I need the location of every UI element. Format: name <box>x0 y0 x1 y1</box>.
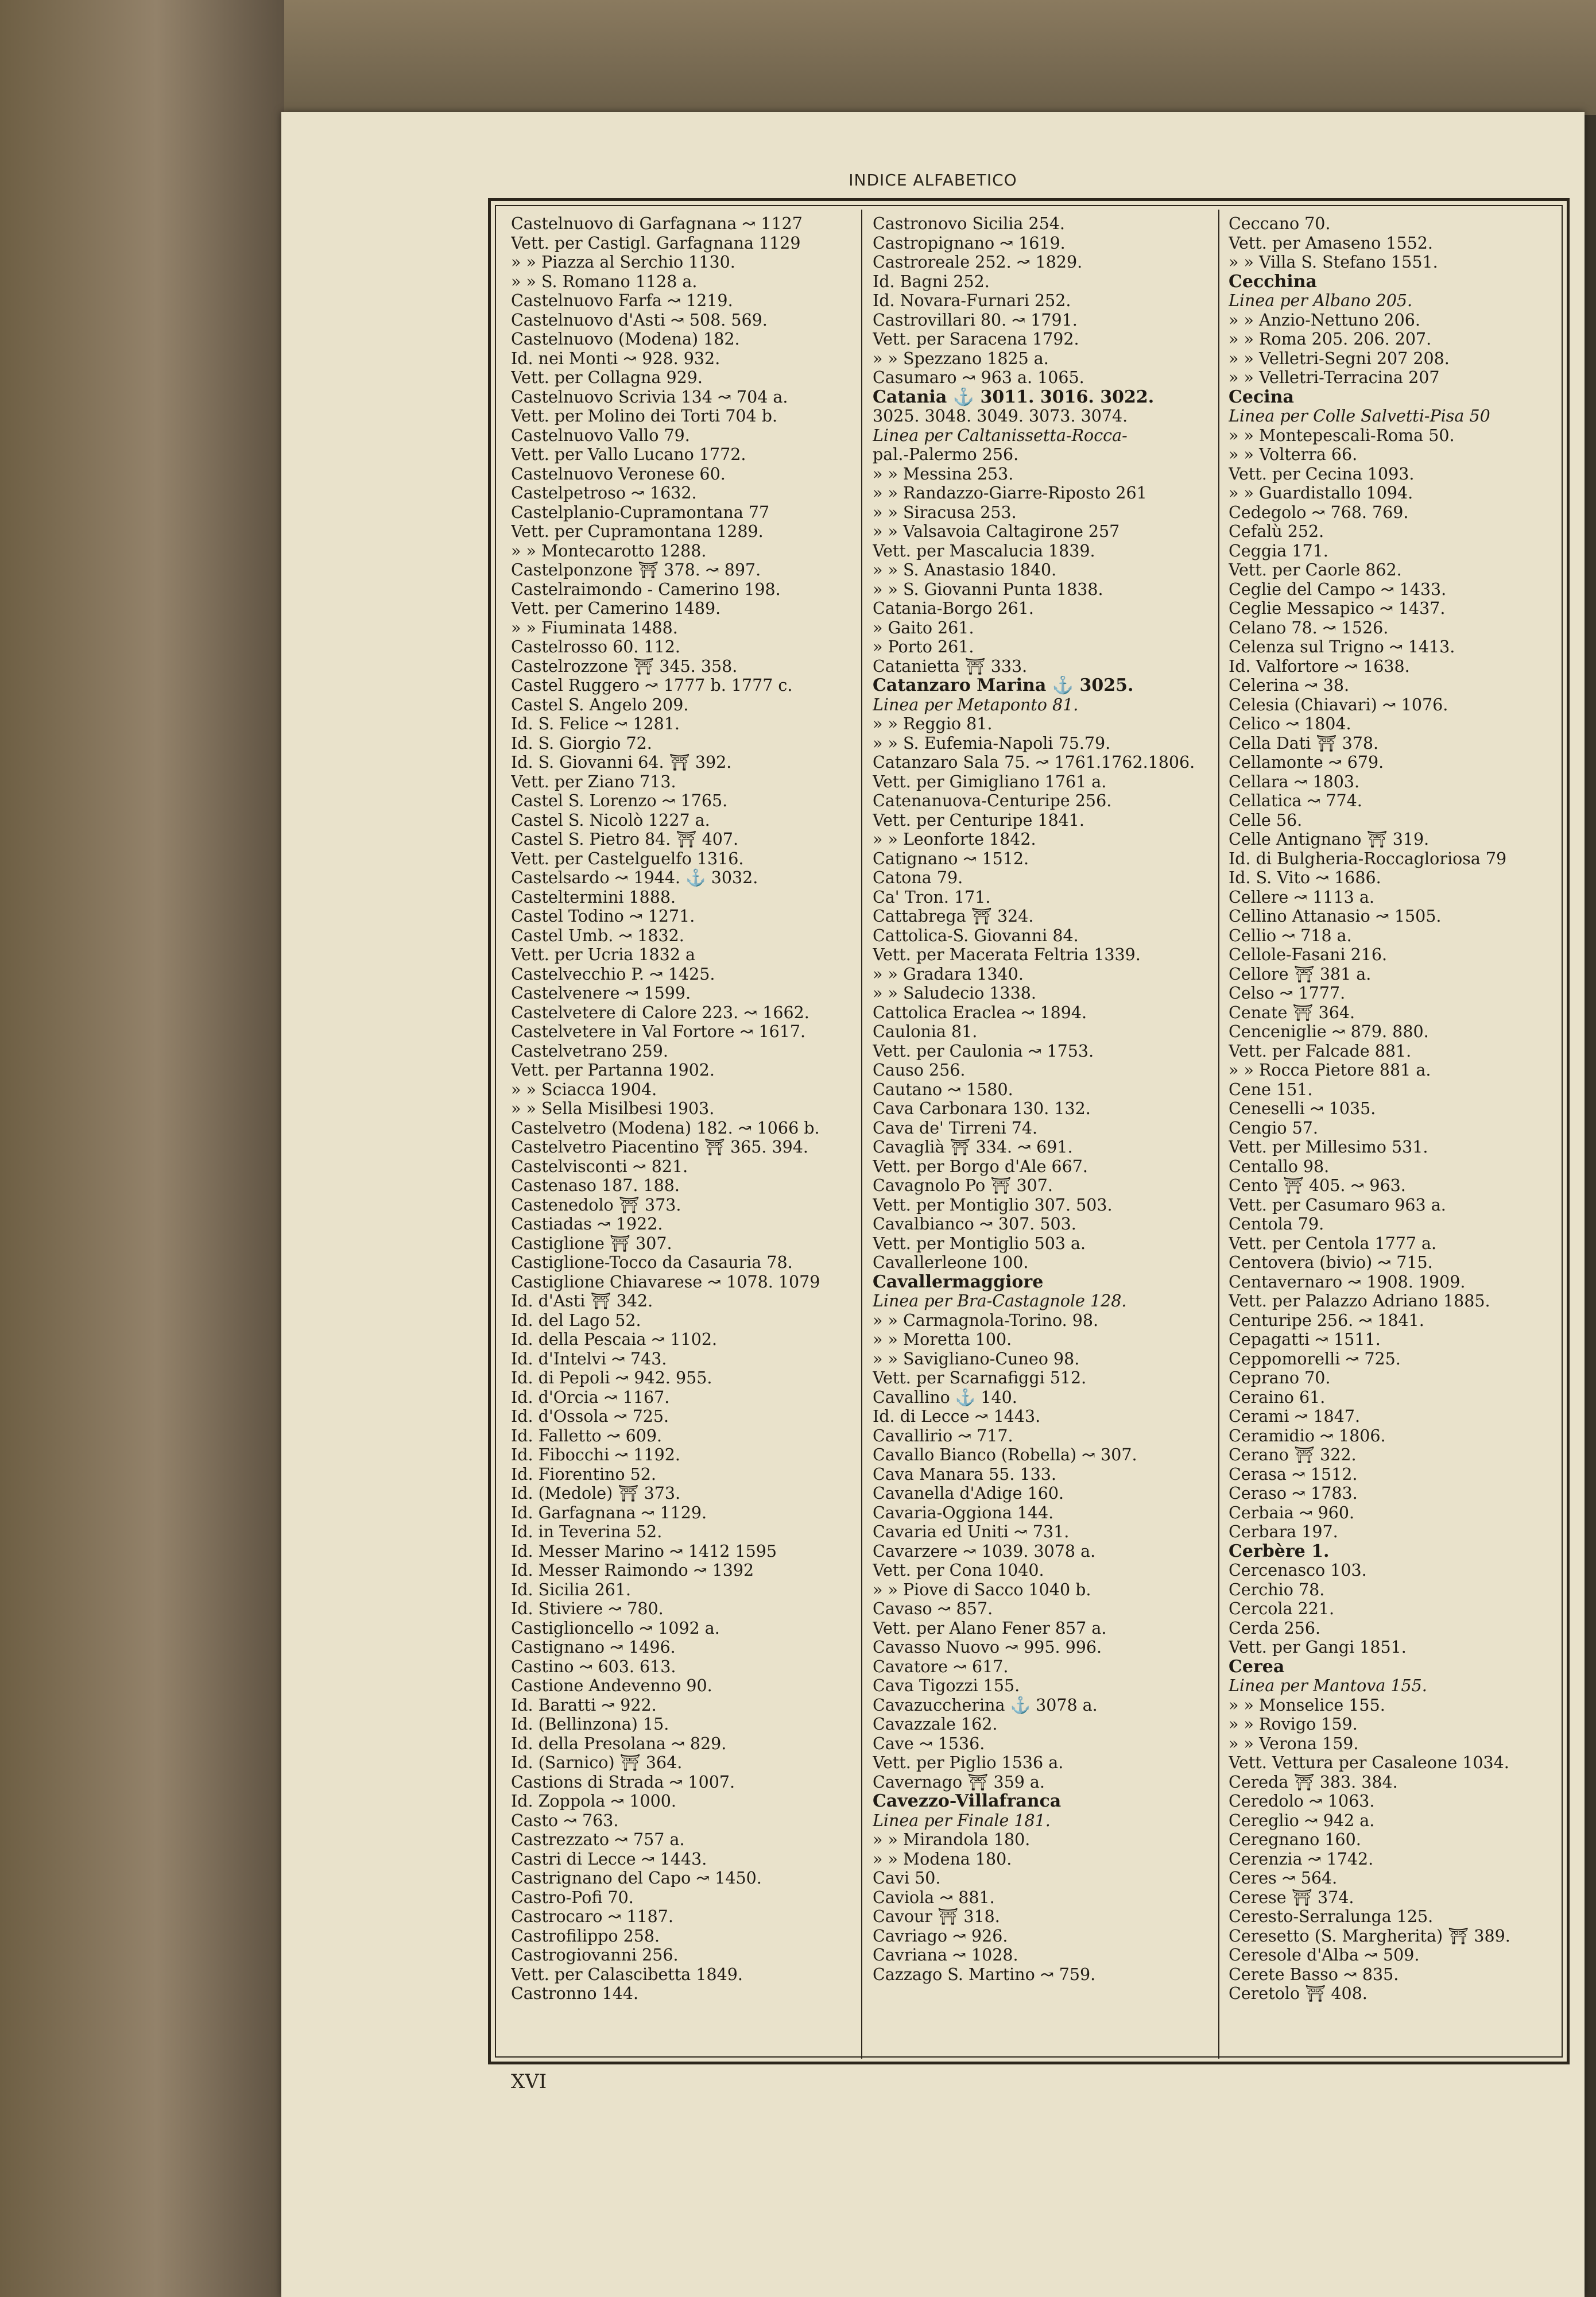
index-entry: Linea per Albano 205. <box>1229 291 1413 310</box>
index-entry: Vett. per Centola 1777 a. <box>1229 1233 1437 1253</box>
index-entry: Cerbère 1. <box>1229 1541 1330 1561</box>
index-entry: Vett. per Saracena 1792. <box>873 330 1079 349</box>
index-entry: Id. di Pepoli ↝ 942. 955. <box>511 1368 712 1387</box>
index-entry: » » Montecarotto 1288. <box>511 541 707 560</box>
index-entry: Cavallermaggiore <box>873 1272 1044 1291</box>
index-entry: Castelvetro (Modena) 182. ↝ 1066 b. <box>511 1118 820 1138</box>
index-entry: Castel Umb. ↝ 1832. <box>511 926 684 945</box>
index-entry: Castelnuovo d'Asti ↝ 508. 569. <box>511 310 768 330</box>
index-entry: Castrignano del Capo ↝ 1450. <box>511 1869 762 1888</box>
index-entry: Vett. per Castigl. Garfagnana 1129 <box>511 233 801 253</box>
index-entry: Ceres ↝ 564. <box>1229 1869 1338 1888</box>
index-entry: Id. della Pescaia ↝ 1102. <box>511 1330 718 1349</box>
index-entry: Cellatica ↝ 774. <box>1229 791 1362 810</box>
index-entry: Celesia (Chiavari) ↝ 1076. <box>1229 695 1448 714</box>
index-entry: » » S. Giovanni Punta 1838. <box>873 579 1103 599</box>
index-entry: Vett. per Ucria 1832 a <box>511 945 696 964</box>
index-entry: Castrofilippo 258. <box>511 1926 660 1946</box>
index-entry: Catania-Borgo 261. <box>873 599 1034 618</box>
index-entry: » » S. Eufemia-Napoli 75.79. <box>873 733 1111 753</box>
index-entry: Cattolica-S. Giovanni 84. <box>873 926 1079 945</box>
index-entry: Vett. per Caorle 862. <box>1229 560 1402 579</box>
index-entry: Castelvenere ↝ 1599. <box>511 984 691 1003</box>
index-entry: Cavanella d'Adige 160. <box>873 1484 1064 1503</box>
index-entry: Castelponzone ⛩ 378. ↝ 897. <box>511 560 761 579</box>
index-entry: Id. nei Monti ↝ 928. 932. <box>511 349 720 368</box>
index-entry: Cava Manara 55. 133. <box>873 1464 1056 1484</box>
index-entry: » » Saludecio 1338. <box>873 984 1036 1003</box>
index-entry: » » Gradara 1340. <box>873 964 1024 984</box>
index-entry: Id. di Lecce ↝ 1443. <box>873 1407 1041 1426</box>
index-entry: Cerea <box>1229 1657 1285 1676</box>
index-entry: Vett. per Millesimo 531. <box>1229 1138 1428 1157</box>
index-entry: Cavi 50. <box>873 1869 941 1888</box>
index-entry: Id. Falletto ↝ 609. <box>511 1426 663 1445</box>
index-entry: 3025. 3048. 3049. 3073. 3074. <box>873 407 1128 426</box>
index-entry: Linea per Colle Salvetti-Pisa 50 <box>1229 407 1490 426</box>
index-entry: Linea per Caltanissetta-Rocca- <box>873 426 1128 445</box>
index-entry: Ceredolo ↝ 1063. <box>1229 1792 1375 1811</box>
index-entry: » » Verona 159. <box>1229 1734 1359 1753</box>
index-entry: Castelvetrano 259. <box>511 1041 668 1061</box>
index-entry: Cerda 256. <box>1229 1618 1321 1638</box>
index-entry: Linea per Bra-Castagnole 128. <box>873 1291 1127 1310</box>
index-entry: Id. (Bellinzona) 15. <box>511 1715 669 1734</box>
index-entry: Vett. per Cona 1040. <box>873 1561 1044 1580</box>
index-entry: Cavazzale 162. <box>873 1715 998 1734</box>
index-entry: Centallo 98. <box>1229 1157 1330 1176</box>
index-entry: Ceprano 70. <box>1229 1368 1331 1387</box>
index-entry: Cento ⛩ 405. ↝ 963. <box>1229 1176 1406 1195</box>
index-entry: Ceggia 171. <box>1229 541 1328 560</box>
index-entry: Cerese ⛩ 374. <box>1229 1888 1354 1907</box>
index-entry: Vett. per Calascibetta 1849. <box>511 1965 743 1984</box>
index-entry: Cattabrega ⛩ 324. <box>873 907 1034 926</box>
index-entry: Vett. per Mascalucia 1839. <box>873 541 1095 560</box>
index-entry: » » Valsavoia Caltagirone 257 <box>873 522 1120 541</box>
index-entry: Celle Antignano ⛩ 319. <box>1229 830 1430 849</box>
index-entry: Castiadas ↝ 1922. <box>511 1215 663 1233</box>
index-entry: Vett. per Casumaro 963 a. <box>1229 1195 1446 1215</box>
index-entry: Id. S. Giorgio 72. <box>511 733 652 753</box>
index-entry: Cecchina <box>1229 272 1317 291</box>
index-entry: Cenate ⛩ 364. <box>1229 1003 1355 1022</box>
index-entry: pal.-Palermo 256. <box>873 445 1019 464</box>
index-entry: Cene 151. <box>1229 1080 1313 1099</box>
index-entry: Vett. per Castelguelfo 1316. <box>511 849 744 868</box>
index-entry: » » Monselice 155. <box>1229 1695 1385 1715</box>
index-entry: Cellore ⛩ 381 a. <box>1229 964 1372 984</box>
index-entry: Cavagnolo Po ⛩ 307. <box>873 1176 1053 1195</box>
index-entry: Id. Fiorentino 52. <box>511 1464 656 1484</box>
index-entry: Cavaso ↝ 857. <box>873 1599 993 1618</box>
index-entry: Id. (Sarnico) ⛩ 364. <box>511 1753 683 1772</box>
index-entry: Cavour ⛩ 318. <box>873 1907 1000 1926</box>
index-entry: Castignano ↝ 1496. <box>511 1638 676 1657</box>
index-entry: Causo 256. <box>873 1061 966 1080</box>
index-entry: Vett. per Caulonia ↝ 1753. <box>873 1041 1094 1061</box>
index-entry: » Porto 261. <box>873 637 974 656</box>
index-entry: » » Volterra 66. <box>1229 445 1358 464</box>
index-entry: » » Rocca Pietore 881 a. <box>1229 1061 1431 1080</box>
index-entry: Linea per Metaponto 81. <box>873 695 1079 714</box>
index-entry: Castrocaro ↝ 1187. <box>511 1907 673 1926</box>
index-entry: Vett. per Collagna 929. <box>511 368 703 387</box>
index-entry: Id. Fibocchi ↝ 1192. <box>511 1445 680 1464</box>
index-entry: Vett. per Centuripe 1841. <box>873 810 1084 830</box>
index-entry: Id. Valfortore ↝ 1638. <box>1229 656 1410 676</box>
index-entry: Castrezzato ↝ 757 a. <box>511 1830 685 1849</box>
index-entry: Celle 56. <box>1229 810 1303 830</box>
index-entry: Castelnuovo (Modena) 182. <box>511 330 740 349</box>
index-entry: » » Modena 180. <box>873 1849 1012 1869</box>
index-entry: Castroreale 252. ↝ 1829. <box>873 253 1083 272</box>
index-entry: Vett. per Piglio 1536 a. <box>873 1753 1064 1772</box>
index-entry: » » Leonforte 1842. <box>873 830 1036 849</box>
index-entry: » » Messina 253. <box>873 464 1014 484</box>
index-entry: Cellamonte ↝ 679. <box>1229 753 1384 772</box>
index-entry: » » Montepescali-Roma 50. <box>1229 426 1455 445</box>
index-entry: Centola 79. <box>1229 1215 1324 1233</box>
index-entry: Cerasa ↝ 1512. <box>1229 1464 1358 1484</box>
index-entry: Castronovo Sicilia 254. <box>873 214 1065 233</box>
index-entry: Ceglie del Campo ↝ 1433. <box>1229 579 1447 599</box>
index-entry: Castelnuovo Scrivia 134 ↝ 704 a. <box>511 387 788 407</box>
index-entry: Castrogiovanni 256. <box>511 1946 679 1965</box>
index-entry: Castelplanio-Cupramontana 77 <box>511 502 770 522</box>
index-entry: Castelnuovo Veronese 60. <box>511 464 726 484</box>
index-entry: » » Anzio-Nettuno 206. <box>1229 310 1420 330</box>
index-entry: Cavernago ⛩ 359 a. <box>873 1772 1045 1792</box>
index-entry: Vett. per Palazzo Adriano 1885. <box>1229 1291 1490 1310</box>
index-entry: Id. d'Ossola ↝ 725. <box>511 1407 669 1426</box>
index-entry: » » Moretta 100. <box>873 1330 1012 1349</box>
index-entry: Ceresetto (S. Margherita) ⛩ 389. <box>1229 1926 1510 1946</box>
index-entry: Vett. per Gangi 1851. <box>1229 1638 1407 1657</box>
index-entry: Vett. Vettura per Casaleone 1034. <box>1229 1753 1509 1772</box>
index-entry: Ceglie Messapico ↝ 1437. <box>1229 599 1446 618</box>
index-entry: Vett. per Alano Fener 857 a. <box>873 1618 1107 1638</box>
index-entry: Celenza sul Trigno ↝ 1413. <box>1229 637 1455 656</box>
index-entry: Cellara ↝ 1803. <box>1229 772 1360 791</box>
book-page <box>281 112 1585 2297</box>
index-entry: Centovera (bivio) ↝ 715. <box>1229 1253 1433 1272</box>
index-entry: Cerenzia ↝ 1742. <box>1229 1849 1374 1869</box>
index-entry: Vett. per Partanna 1902. <box>511 1061 715 1080</box>
index-entry: Castelsardo ↝ 1944. ⚓ 3032. <box>511 868 758 887</box>
index-entry: Castelvetro Piacentino ⛩ 365. 394. <box>511 1138 808 1157</box>
index-entry: Castelpetroso ↝ 1632. <box>511 484 697 502</box>
index-entry: Casto ↝ 763. <box>511 1811 619 1830</box>
index-entry: Catanietta ⛩ 333. <box>873 656 1028 676</box>
index-entry: Cella Dati ⛩ 378. <box>1229 733 1379 753</box>
index-entry: Vett. per Macerata Feltria 1339. <box>873 945 1141 964</box>
index-entry: Castiglioncello ↝ 1092 a. <box>511 1618 720 1638</box>
index-entry: Id. Novara-Furnari 252. <box>873 291 1071 310</box>
index-entry: » » Guardistallo 1094. <box>1229 484 1413 502</box>
index-entry: Catignano ↝ 1512. <box>873 849 1029 868</box>
index-entry: Castelrosso 60. 112. <box>511 637 680 656</box>
page-number: XVI <box>511 2070 547 2093</box>
index-entry: » » Reggio 81. <box>873 714 993 733</box>
index-entry: Castino ↝ 603. 613. <box>511 1657 676 1676</box>
index-entry: Cellio ↝ 718 a. <box>1229 926 1352 945</box>
index-entry: Cenceniglie ↝ 879. 880. <box>1229 1022 1429 1041</box>
index-entry: Ceraso ↝ 1783. <box>1229 1484 1358 1503</box>
index-entry: Castelvetere di Calore 223. ↝ 1662. <box>511 1003 809 1022</box>
index-entry: Castions di Strada ↝ 1007. <box>511 1772 735 1792</box>
index-entry: Vett. per Molino dei Torti 704 b. <box>511 407 778 426</box>
index-entry: Ceresto-Serralunga 125. <box>1229 1907 1434 1926</box>
index-entry: Castel S. Lorenzo ↝ 1765. <box>511 791 728 810</box>
index-entry: Cerami ↝ 1847. <box>1229 1407 1361 1426</box>
index-entry: Cavatore ↝ 617. <box>873 1657 1009 1676</box>
index-entry: Ceppomorelli ↝ 725. <box>1229 1349 1401 1368</box>
index-entry: Vett. per Falcade 881. <box>1229 1041 1412 1061</box>
index-entry: Cengio 57. <box>1229 1118 1318 1138</box>
index-entry: Castri di Lecce ↝ 1443. <box>511 1849 707 1869</box>
index-entry: Id. S. Vito ↝ 1686. <box>1229 868 1381 887</box>
index-entry: Castel Todino ↝ 1271. <box>511 907 695 926</box>
index-entry: » » Sella Misilbesi 1903. <box>511 1099 715 1118</box>
index-entry: Catona 79. <box>873 868 963 887</box>
index-entry: Castelnuovo di Garfagnana ↝ 1127 <box>511 214 803 233</box>
index-entry: Vett. per Montiglio 503 a. <box>873 1233 1086 1253</box>
index-entry: Cereda ⛩ 383. 384. <box>1229 1772 1398 1792</box>
index-entry: Ceneselli ↝ 1035. <box>1229 1099 1376 1118</box>
index-entry: Cercenasco 103. <box>1229 1561 1367 1580</box>
index-entry: Caulonia 81. <box>873 1022 978 1041</box>
index-entry: Castelrozzone ⛩ 345. 358. <box>511 656 738 676</box>
index-entry: Castronno 144. <box>511 1984 639 2003</box>
index-entry: Cautano ↝ 1580. <box>873 1080 1013 1099</box>
index-entry: Cava de' Tirreni 74. <box>873 1118 1038 1138</box>
index-entry: Caviola ↝ 881. <box>873 1888 995 1907</box>
index-entry: Casteltermini 1888. <box>511 887 676 907</box>
index-entry: Castel S. Pietro 84. ⛩ 407. <box>511 830 739 849</box>
index-entry: Cattolica Eraclea ↝ 1894. <box>873 1003 1087 1022</box>
index-entry: Vett. per Cecina 1093. <box>1229 464 1415 484</box>
index-entry: Id. (Medole) ⛩ 373. <box>511 1484 681 1503</box>
index-entry: Vett. per Cupramontana 1289. <box>511 522 764 541</box>
index-entry: Cepagatti ↝ 1511. <box>1229 1330 1381 1349</box>
index-entry: Casumaro ↝ 963 a. 1065. <box>873 368 1084 387</box>
index-entry: Catania ⚓ 3011. 3016. 3022. <box>873 387 1155 407</box>
index-entry: » » Rovigo 159. <box>1229 1715 1358 1734</box>
index-entry: Celerina ↝ 38. <box>1229 676 1350 695</box>
index-entry: Castione Andevenno 90. <box>511 1676 712 1695</box>
index-column-2 <box>873 214 1229 1984</box>
index-entry: Cavriana ↝ 1028. <box>873 1946 1018 1965</box>
index-entry: Castel S. Angelo 209. <box>511 695 689 714</box>
index-entry: Cavasso Nuovo ↝ 995. 996. <box>873 1638 1102 1657</box>
index-entry: Id. d'Intelvi ↝ 743. <box>511 1349 667 1368</box>
index-entry: Castropignano ↝ 1619. <box>873 233 1066 253</box>
index-entry: Id. Stiviere ↝ 780. <box>511 1599 664 1618</box>
index-entry: Catenanuova-Centuripe 256. <box>873 791 1112 810</box>
index-entry: » » Velletri-Segni 207 208. <box>1229 349 1450 368</box>
index-column-1 <box>511 214 855 2004</box>
index-entry: » » S. Anastasio 1840. <box>873 560 1057 579</box>
index-entry: Cavallino ⚓ 140. <box>873 1387 1017 1407</box>
index-entry: Vett. per Amaseno 1552. <box>1229 233 1433 253</box>
index-entry: Cerbaia ↝ 960. <box>1229 1503 1355 1522</box>
index-entry: » » Sciacca 1904. <box>511 1080 657 1099</box>
page-header: INDICE ALFABETICO <box>849 171 1017 190</box>
index-entry: Catanzaro Marina ⚓ 3025. <box>873 676 1134 695</box>
index-entry: Cavaria ed Uniti ↝ 731. <box>873 1522 1070 1541</box>
index-entry: Id. d'Orcia ↝ 1167. <box>511 1387 670 1407</box>
index-entry: Linea per Mantova 155. <box>1229 1676 1427 1695</box>
index-entry: Cavriago ↝ 926. <box>873 1926 1008 1946</box>
index-entry: Ceramidio ↝ 1806. <box>1229 1426 1386 1445</box>
index-entry: Catanzaro Sala 75. ↝ 1761.1762.1806. <box>873 753 1195 772</box>
index-entry: Castelvisconti ↝ 821. <box>511 1157 688 1176</box>
index-entry: Id. S. Felice ↝ 1281. <box>511 714 680 733</box>
index-entry: Cazzago S. Martino ↝ 759. <box>873 1965 1096 1984</box>
index-entry: Ceccano 70. <box>1229 214 1331 233</box>
index-entry: Id. del Lago 52. <box>511 1310 641 1330</box>
background-left <box>0 0 284 2297</box>
index-entry: Cavallerleone 100. <box>873 1253 1029 1272</box>
index-entry: » » Villa S. Stefano 1551. <box>1229 253 1438 272</box>
index-entry: Cavezzo-Villafranca <box>873 1792 1062 1811</box>
index-entry: Castelvecchio P. ↝ 1425. <box>511 964 715 984</box>
index-entry: » » S. Romano 1128 a. <box>511 272 698 291</box>
index-entry: Id. S. Giovanni 64. ⛩ 392. <box>511 753 732 772</box>
index-entry: Cavallirio ↝ 717. <box>873 1426 1013 1445</box>
index-entry: Cavarzere ↝ 1039. 3078 a. <box>873 1541 1096 1561</box>
index-entry: Vett. per Ziano 713. <box>511 772 676 791</box>
index-entry: Id. Messer Marino ↝ 1412 1595 <box>511 1541 777 1561</box>
index-entry: Id. Bagni 252. <box>873 272 990 291</box>
index-entry: Cellole-Fasani 216. <box>1229 945 1388 964</box>
index-entry: Id. Garfagnana ↝ 1129. <box>511 1503 707 1522</box>
index-entry: Vett. per Scarnafiggi 512. <box>873 1368 1087 1387</box>
index-entry: Linea per Finale 181. <box>873 1811 1051 1830</box>
index-entry: Castro-Pofi 70. <box>511 1888 634 1907</box>
index-entry: Ceresole d'Alba ↝ 509. <box>1229 1946 1420 1965</box>
index-entry: Centavernaro ↝ 1908. 1909. <box>1229 1272 1466 1291</box>
index-entry: » » Velletri-Terracina 207 <box>1229 368 1440 387</box>
index-entry: Cefalù 252. <box>1229 522 1324 541</box>
index-entry: Vett. per Gimigliano 1761 a. <box>873 772 1107 791</box>
index-entry: Cercola 221. <box>1229 1599 1335 1618</box>
index-entry: Castenaso 187. 188. <box>511 1176 680 1195</box>
index-entry: » » Spezzano 1825 a. <box>873 349 1049 368</box>
index-column-3 <box>1229 214 1573 2004</box>
index-entry: Cellino Attanasio ↝ 1505. <box>1229 907 1442 926</box>
index-entry: Cavallo Bianco (Robella) ↝ 307. <box>873 1445 1137 1464</box>
index-entry: Castel S. Nicolò 1227 a. <box>511 810 710 830</box>
index-entry: Celso ↝ 1777. <box>1229 984 1346 1003</box>
index-entry: Ceregnano 160. <box>1229 1830 1361 1849</box>
index-entry: » Gaito 261. <box>873 618 974 637</box>
index-entry: Cedegolo ↝ 768. 769. <box>1229 502 1409 522</box>
index-entry: Cavazuccherina ⚓ 3078 a. <box>873 1695 1098 1715</box>
index-entry: Id. d'Asti ⛩ 342. <box>511 1291 653 1310</box>
index-entry: Id. Messer Raimondo ↝ 1392 <box>511 1561 754 1580</box>
index-entry: Id. Sicilia 261. <box>511 1580 632 1599</box>
index-entry: Cava Carbonara 130. 132. <box>873 1099 1091 1118</box>
index-entry: Cavalbianco ↝ 307. 503. <box>873 1215 1076 1233</box>
index-entry: Celano 78. ↝ 1526. <box>1229 618 1389 637</box>
index-entry: Castiglione-Tocco da Casauria 78. <box>511 1253 793 1272</box>
index-entry: Castel Ruggero ↝ 1777 b. 1777 c. <box>511 676 793 695</box>
index-entry: Castrovillari 80. ↝ 1791. <box>873 310 1078 330</box>
index-entry: Castiglione ⛩ 307. <box>511 1233 672 1253</box>
index-entry: Cellere ↝ 1113 a. <box>1229 887 1374 907</box>
index-entry: Centuripe 256. ↝ 1841. <box>1229 1310 1424 1330</box>
index-entry: Cerbara 197. <box>1229 1522 1338 1541</box>
index-entry: Castelraimondo - Camerino 198. <box>511 579 781 599</box>
index-entry: » » Savigliano-Cuneo 98. <box>873 1349 1080 1368</box>
index-entry: » » Mirandola 180. <box>873 1830 1031 1849</box>
index-entry: Ceraino 61. <box>1229 1387 1326 1407</box>
index-entry: Cerete Basso ↝ 835. <box>1229 1965 1399 1984</box>
index-entry: Id. in Teverina 52. <box>511 1522 663 1541</box>
index-entry: Celico ↝ 1804. <box>1229 714 1351 733</box>
index-entry: Castelvetere in Val Fortore ↝ 1617. <box>511 1022 806 1041</box>
index-entry: Vett. per Borgo d'Ale 667. <box>873 1157 1088 1176</box>
index-entry: » » Piazza al Serchio 1130. <box>511 253 735 272</box>
index-entry: Castelnuovo Vallo 79. <box>511 426 690 445</box>
index-entry: Ca' Tron. 171. <box>873 887 991 907</box>
index-entry: Id. Baratti ↝ 922. <box>511 1695 657 1715</box>
index-entry: » » Carmagnola-Torino. 98. <box>873 1310 1099 1330</box>
index-entry: Id. Zoppola ↝ 1000. <box>511 1792 676 1811</box>
index-entry: Vett. per Camerino 1489. <box>511 599 721 618</box>
column-separator <box>861 210 862 2059</box>
index-entry: Vett. per Vallo Lucano 1772. <box>511 445 746 464</box>
index-entry: » » Piove di Sacco 1040 b. <box>873 1580 1091 1599</box>
index-entry: Cave ↝ 1536. <box>873 1734 985 1753</box>
index-entry: » » Siracusa 253. <box>873 502 1017 522</box>
index-entry: » » Randazzo-Giarre-Riposto 261 <box>873 484 1147 502</box>
index-entry: » » Roma 205. 206. 207. <box>1229 330 1432 349</box>
index-entry: Id. di Bulgheria-Roccagloriosa 79 <box>1229 849 1507 868</box>
index-entry: Cereglio ↝ 942 a. <box>1229 1811 1375 1830</box>
index-entry: Vett. per Montiglio 307. 503. <box>873 1195 1113 1215</box>
index-entry: Cecina <box>1229 387 1294 407</box>
index-entry: Id. della Presolana ↝ 829. <box>511 1734 727 1753</box>
index-entry: Cerano ⛩ 322. <box>1229 1445 1357 1464</box>
index-entry: Cavaglià ⛩ 334. ↝ 691. <box>873 1138 1073 1157</box>
index-entry: Cavaria-Oggiona 144. <box>873 1503 1054 1522</box>
index-entry: Cerchio 78. <box>1229 1580 1325 1599</box>
index-entry: Castelnuovo Farfa ↝ 1219. <box>511 291 733 310</box>
index-entry: Ceretolo ⛩ 408. <box>1229 1984 1368 2003</box>
index-entry: » » Fiuminata 1488. <box>511 618 678 637</box>
index-entry: Cava Tigozzi 155. <box>873 1676 1020 1695</box>
index-entry: Castiglione Chiavarese ↝ 1078. 1079 <box>511 1272 820 1291</box>
index-entry: Castenedolo ⛩ 373. <box>511 1195 681 1215</box>
